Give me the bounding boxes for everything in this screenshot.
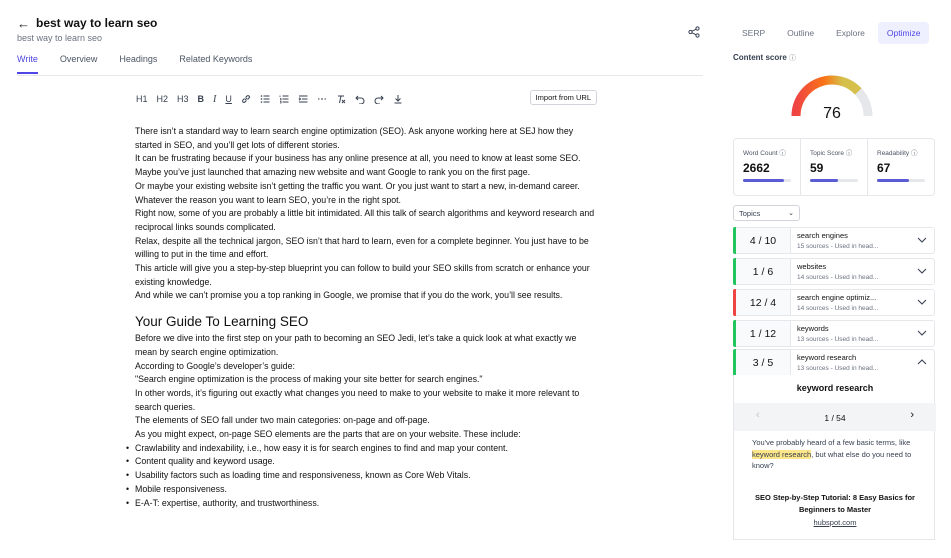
bullet-list-icon[interactable] [260,94,270,104]
topic-count: 12 / 4 [736,290,791,315]
tab-explore[interactable]: Explore [836,28,865,38]
topic-row[interactable] [733,227,935,254]
document-title: best way to learn seo [36,16,158,30]
source-page-indicator: 1 / 54 [824,413,846,423]
import-from-url-button[interactable]: Import from URL [530,90,597,105]
list-item: • Content quality and keyword usage. [135,455,595,469]
topic-count: 1 / 12 [736,321,791,346]
bold-button[interactable]: B [197,94,205,104]
stat-label-text: Readability [877,150,910,157]
topic-row-expanded[interactable] [733,349,935,376]
topic-meta: 15 sources - Used in head... [797,243,879,250]
tab-serp[interactable]: SERP [742,28,766,38]
topic-meta: 14 sources - Used in head... [797,274,879,281]
stat-label [877,148,934,157]
numbered-list-icon[interactable] [279,94,289,104]
stat-value: 59 [810,161,824,175]
italic-button[interactable]: I [213,93,217,105]
topic-row[interactable] [733,258,935,285]
section-heading: Your Guide To Learning SEO [135,314,309,330]
paragraph: According to Google’s developer’s guide: [135,360,295,371]
topic-name: search engine optimiz... [797,293,877,302]
stat-word-count [734,139,801,195]
info-icon[interactable]: ⓘ [910,150,918,157]
sidebar-tabs [733,22,950,44]
stats-card [733,138,935,196]
optimize-sidebar [718,0,951,558]
topic-name: websites [797,262,827,271]
tab-outline[interactable]: Outline [787,28,815,38]
content-score-value: 76 [823,105,841,122]
topics-dropdown[interactable] [733,205,800,221]
paragraph: In other words, it’s figuring out exactly what changes you need to make to your website to make it more relevant to search queries. [135,387,580,412]
chevron-down-icon[interactable] [917,267,927,275]
tab-overview[interactable]: Overview [59,54,98,64]
topic-meta: 14 sources - Used in head... [797,305,879,312]
back-arrow-icon[interactable]: ← [17,15,30,31]
indent-icon[interactable] [298,94,308,104]
undo-icon[interactable] [355,94,365,104]
snippet-text: , but what else do you need to know? [752,449,912,470]
topics-dropdown-value: Topics [739,208,761,218]
horizontal-rule-icon[interactable] [317,94,327,104]
content-score-text: Content score [733,53,787,62]
paragraph: Relax, despite all the technical jargon, SEO isn’t that hard to learn, even for a complete beginner. You just have to be willing to put in the time and effort. [135,235,589,260]
heading2-button[interactable]: H2 [156,94,169,104]
topic-row[interactable] [733,320,935,347]
paragraph: Or maybe your existing website isn’t getting the traffic you want. Or you just want to start a new, in-demand career. [135,180,580,191]
snippet-text: You've probably heard of a few basic terms, like [752,438,911,447]
tab-headings[interactable]: Headings [119,54,158,64]
tab-optimize[interactable]: Optimize [878,22,930,44]
paragraph: There isn’t a standard way to learn search engine optimization (SEO). Ask anyone working here at SEJ how they started in SEO, and you’ll get lots of different stories. [135,126,574,150]
topic-meta: 13 sources - Used in head... [797,336,879,343]
chevron-down-icon[interactable] [917,298,927,306]
info-icon[interactable]: ⓘ [845,150,853,157]
source-snippet [752,437,922,472]
stat-bar [743,179,791,182]
bullet-list [135,442,595,511]
stat-bar [877,179,925,182]
paragraph: The elements of SEO fall under two main categories: on-page and off-page. [135,415,430,426]
editor-content[interactable] [135,125,595,510]
stat-bar-fill [877,179,909,182]
paragraph: Whatever the reason you want to learn SEO, you’re in the right spot. [135,194,402,205]
paragraph: This article will give you a step-by-step blueprint you can follow to build your SEO skills from scratch or enhance your existing knowledge. [135,263,590,287]
editor-tabs [17,54,274,74]
tabs-divider [17,75,703,76]
chevron-down-icon[interactable] [917,329,927,337]
header-row [17,16,157,30]
stat-bar-fill [810,179,838,182]
topic-row[interactable] [733,289,935,316]
paragraph: Right now, some of you are probably a little bit intimidated. All this talk of search algorithms and keyword research and reciprocal links sounds complicated. [135,208,595,232]
download-icon[interactable] [393,94,403,104]
info-icon[interactable]: ⓘ [779,150,786,157]
stat-readability [868,139,934,195]
document-subtitle: best way to learn seo [17,33,103,43]
info-icon[interactable]: ⓘ [789,55,797,62]
paragraph: It can be frustrating because if your business has any online presence at all, you need to know at least some SEO. [135,153,581,164]
stat-value: 67 [877,161,891,175]
list-item: • Mobile responsiveness. [135,483,595,497]
source-title: SEO Step-by-Step Tutorial: 8 Easy Basics for Beginners to Master [755,493,915,514]
list-item: • E-A-T: expertise, authority, and trustworthiness. [135,497,595,511]
chevron-left-icon[interactable]: ‹ [756,409,760,421]
link-icon[interactable] [241,94,251,104]
stat-bar-fill [743,179,784,182]
topic-detail-panel [733,375,935,540]
source-link[interactable]: hubspot.com [813,518,857,527]
source-pager [734,403,936,431]
topic-detail-title: keyword research [796,383,874,393]
topic-count: 1 / 6 [736,259,791,284]
paragraph: Before we dive into the first step on your path to becoming an SEO Jedi, let’s take a quick look at what exactly we mean by search engine optimization. [135,333,577,357]
stat-bar [810,179,858,182]
stat-label-text: Word Count [743,150,778,157]
tab-write[interactable]: Write [17,54,38,74]
stat-label [810,148,867,157]
paragraph: And while we can’t promise you a top ranking in Google, we promise that if you do the work, you’ll see results. [135,290,563,301]
list-item: • Crawlability and indexability, i.e., how easy it is for search engines to find and map your content. [135,442,595,456]
chevron-down-icon[interactable] [917,236,927,244]
clear-format-icon[interactable] [336,94,346,104]
tab-related-keywords[interactable]: Related Keywords [179,54,253,64]
chevron-down-icon: ⌄ [788,210,794,217]
content-score-label [733,53,796,63]
stat-label [743,148,800,157]
paragraph: "Search engine optimization is the process of making your site better for search engines." [135,374,483,385]
share-icon[interactable] [688,26,700,38]
stat-topic-score [801,139,868,195]
formatting-toolbar [136,92,597,106]
paragraph: Maybe you’ve just launched that amazing new website and want Google to rank you on the first page. [135,167,531,178]
stat-value: 2662 [743,161,770,175]
paragraph: As you might expect, on-page SEO elements are the parts that are on your website. These include: [135,429,521,440]
chevron-up-icon[interactable] [917,358,927,366]
topic-count: 3 / 5 [736,350,791,375]
topic-name: keywords [797,324,829,333]
underline-button[interactable]: U [225,94,232,104]
stat-label-text: Topic Score [810,150,844,157]
redo-icon[interactable] [374,94,384,104]
topic-name: search engines [797,231,848,240]
topic-name: keyword research [797,353,857,362]
list-item: • Usability factors such as loading time and responsiveness, known as Core Web Vitals. [135,469,595,483]
heading3-button[interactable]: H3 [177,94,189,104]
topic-count: 4 / 10 [736,228,791,253]
keyword-highlight: keyword research [752,449,812,459]
topic-meta: 13 sources - Used in head... [797,365,879,372]
heading1-button[interactable]: H1 [136,94,148,104]
chevron-right-icon[interactable]: › [910,409,914,421]
